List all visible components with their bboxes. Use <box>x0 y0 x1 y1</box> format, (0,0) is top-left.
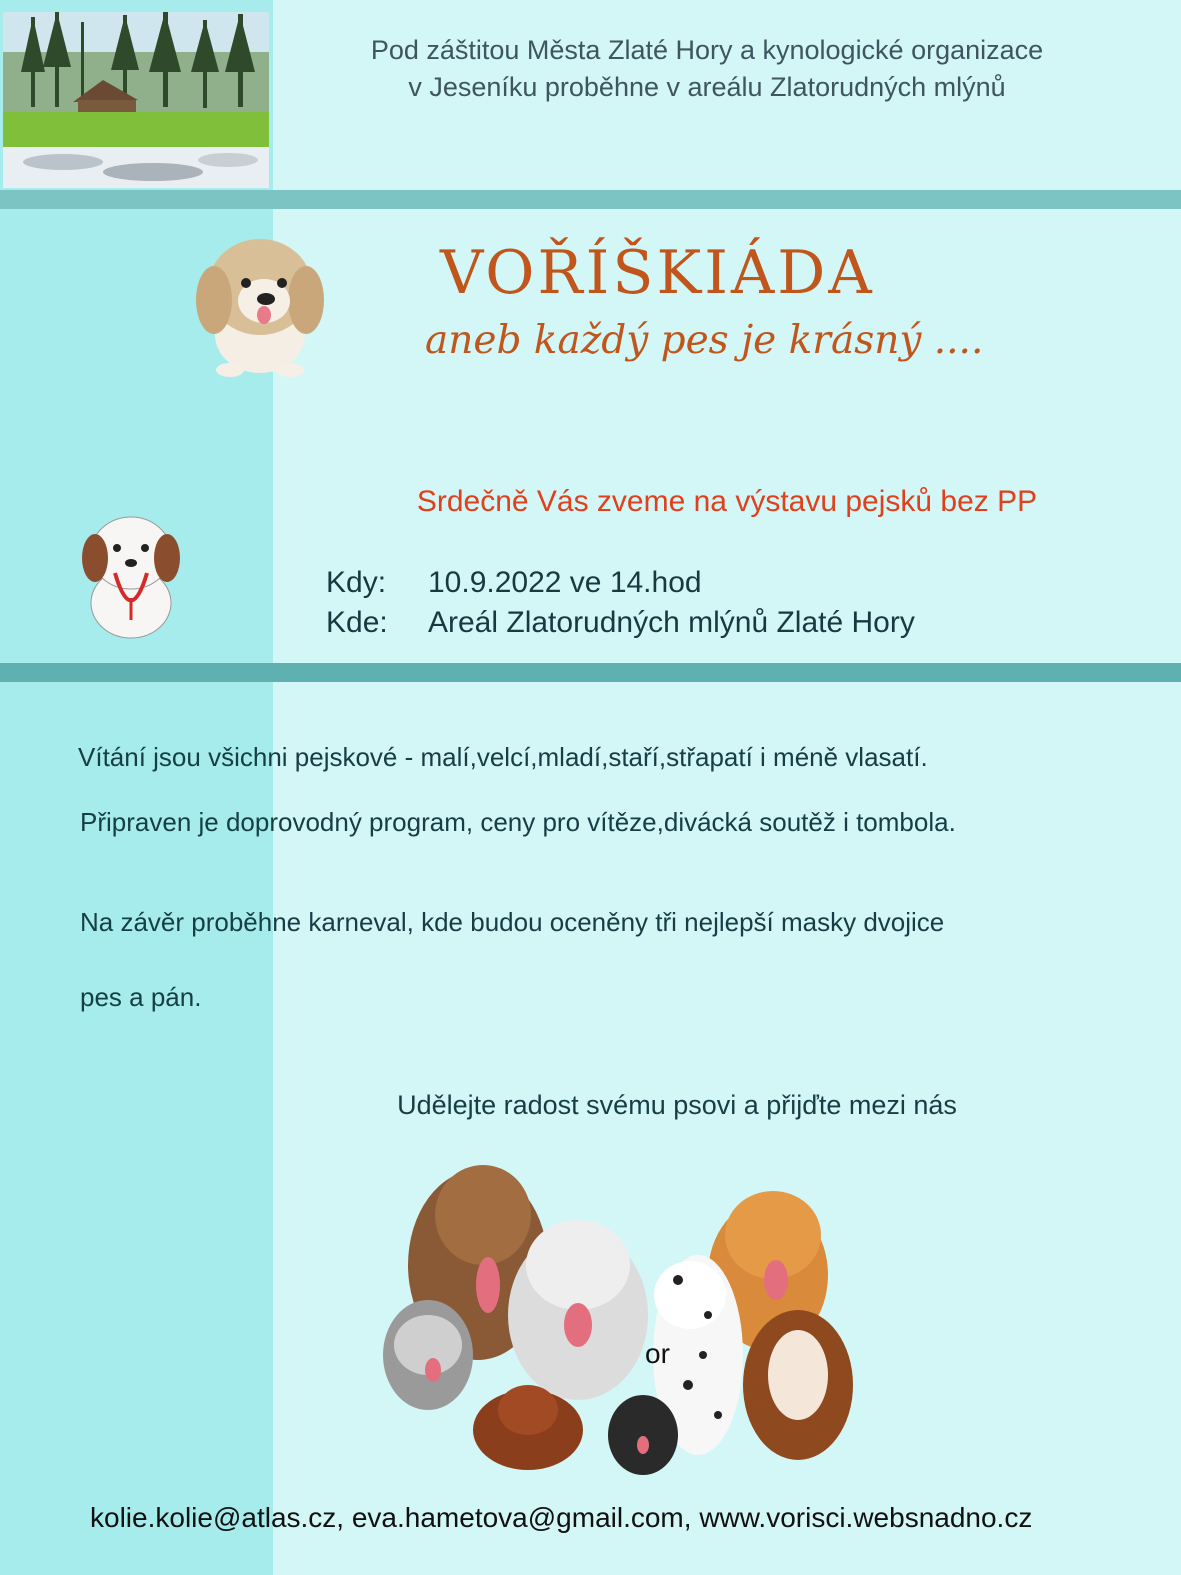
header-line-2: v Jeseníku proběhne v areálu Zlatorudných mlýnů <box>408 72 1006 102</box>
where-value: Areál Zlatorudných mlýnů Zlaté Hory <box>428 606 915 639</box>
small-dog-illustration <box>75 508 187 645</box>
contact-line: kolie.kolie@atlas.cz, eva.hametova@gmail.com, www.vorisci.websnadno.cz <box>90 1502 1033 1533</box>
fluffy-dog-illustration <box>190 225 330 382</box>
where-label: Kde: <box>326 606 388 639</box>
body-paragraph-2: Připraven je doprovodný program, ceny pro vítěze,divácká soutěž i tombola. <box>80 807 956 837</box>
when-value: 10.9.2022 ve 14.hod <box>428 566 702 599</box>
when-label: Kdy: <box>326 566 387 599</box>
body-paragraph-3a: Na závěr proběhne karneval, kde budou oceněny tři nejlepší masky dvojice <box>80 907 945 937</box>
stray-text: or <box>645 1338 670 1369</box>
mill-landscape-photo <box>3 12 269 188</box>
body-paragraph-1: Vítání jsou všichni pejskové - malí,velcí,mladí,staří,střapatí i méně vlasatí. <box>78 742 928 772</box>
closing-text: Udělejte radost svému psovi a přijďte mezi nás <box>397 1090 957 1120</box>
invitation-text: Srdečně Vás zveme na výstavu pejsků bez PP <box>416 485 1038 518</box>
dog-group-illustration <box>378 1155 878 1490</box>
event-subtitle: aneb každý pes je krásný .... <box>425 318 984 363</box>
event-title: VOŘÍŠKIÁDA <box>440 238 875 308</box>
divider-band-bottom <box>0 663 1181 682</box>
divider-band-top <box>0 190 1181 209</box>
header-line-1: Pod záštitou Města Zlaté Hory a kynologické organizace <box>370 35 1044 65</box>
body-paragraph-3b: pes a pán. <box>80 982 202 1012</box>
